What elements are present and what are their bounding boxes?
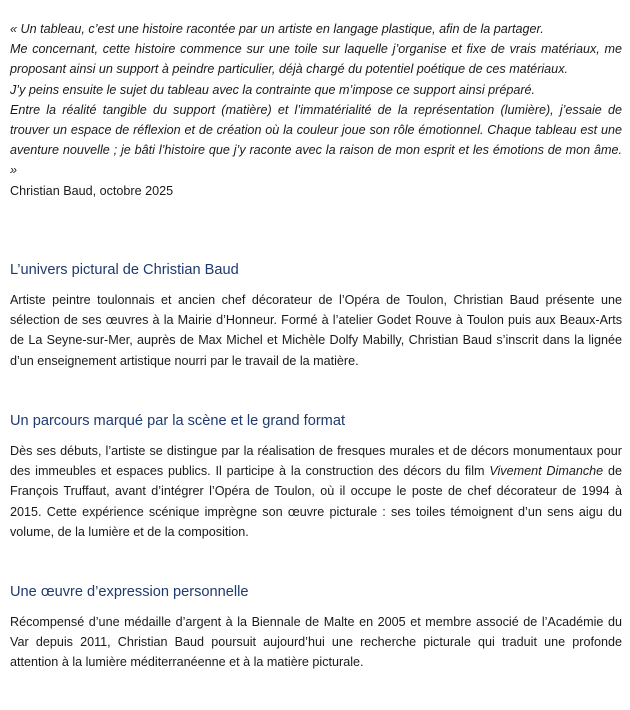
section-career	[10, 411, 622, 542]
section-heading: Une œuvre d’expression personnelle	[10, 584, 249, 600]
quote-line: « Un tableau, c’est une histoire racontée par un artiste en langage plastique, afin de la partager.	[10, 22, 544, 36]
quote-line: J’y peins ensuite le sujet du tableau avec la contrainte que m’impose ce support ainsi préparé.	[10, 82, 536, 97]
section-body-start: Dès ses débuts, l’artiste se distingue par la réalisation de fresques murales et de décors monumentaux pour des immeubles et espaces publics. Il participe à la construction des décors du film	[10, 444, 622, 479]
section-heading: Un parcours marqué par la scène et le grand format	[10, 413, 346, 429]
section-body: Artiste peintre toulonnais et ancien chef décorateur de l’Opéra de Toulon, Christian Baud présente une sélection de ses œuvres à la Mairie d’Honneur. Formé à l’atelier Godet Rouve à Toulon puis aux Beaux-Arts de La Seyne-sur-Mer, auprès de Max Michel et Michèle Dolfy Mabilly, Christian Baud s’inscrit dans la lignée d’un enseignement artistique nourri par le travail de la matière.	[10, 293, 622, 368]
section-body	[10, 441, 622, 542]
quote-line: Me concernant, cette histoire commence sur une toile sur laquelle j’organise et fixe de vrais matériaux, me proposant ainsi un support à peindre particulier, déjà chargé du potentiel poétique de ces matériaux.	[10, 42, 622, 77]
quote-signature: Christian Baud, octobre 2025	[10, 183, 174, 198]
quote-line: Entre la réalité tangible du support (matière) et l’immatérialité de la représentation (lumière), j’essaie de trouver un espace de réflexion et de création où la couleur joue son rôle émotionnel. Chaque tableau est une aventure nouvelle ; je bâti l’histoire que j’y raconte avec la raison de mon esprit et les émotions de mon âme. »	[10, 102, 622, 178]
section-pictural-universe	[10, 260, 622, 371]
section-personal-expression	[10, 582, 622, 673]
section-body: Récompensé d’une médaille d’argent à la Biennale de Malte en 2005 et membre associé de l’Académie du Var depuis 2011, Christian Baud poursuit aujourd’hui une recherche picturale qui traduit une profonde attention à la lumière méditerranéenne et à la matière picturale.	[10, 615, 622, 670]
film-title: Vivement Dimanche	[489, 464, 604, 479]
section-heading: L’univers pictural de Christian Baud	[10, 262, 239, 278]
document-page	[10, 0, 622, 710]
artist-quote	[10, 19, 622, 201]
section-body-end: de François Truffaut, avant d’intégrer l’Opéra de Toulon, où il occupe le poste de chef décorateur de 1994 à 2015. Cette expérience scénique imprègne son œuvre picturale : ses toiles témoignent d’un sens aigu du volume, de la lumière et de la composition.	[10, 464, 622, 539]
